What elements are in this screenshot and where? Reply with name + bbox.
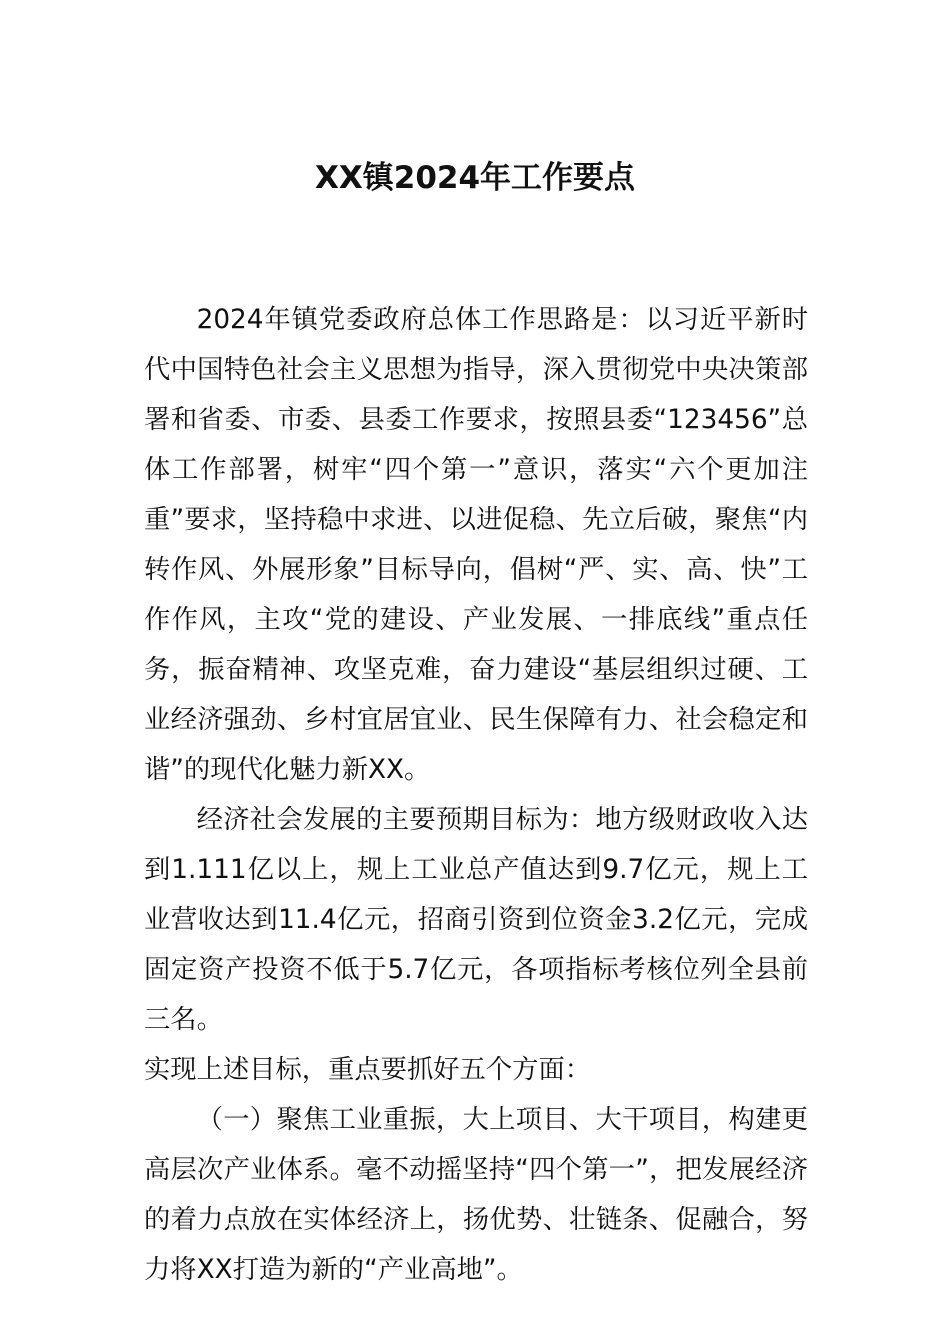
paragraph-expected-targets: 经济社会发展的主要预期目标为：地方级财政收入达到1.111亿以上，规上工业总产值达到9.7亿元，规上工业营收达到11.4亿元，招商引资到位资金3.2亿元，完成固定资产投资不低于5.7亿元，各项指标考核位列全县前三名。 bbox=[144, 805, 808, 1035]
document-body bbox=[144, 295, 808, 1295]
document-title: XX镇2024年工作要点 bbox=[314, 160, 636, 196]
paragraph-five-aspects-intro: 实现上述目标，重点要抓好五个方面： bbox=[144, 1055, 592, 1085]
paragraph-section-one: （一）聚焦工业重振，大上项目、大干项目，构建更高层次产业体系。毫不动摇坚持“四个第一”，把发展经济的着力点放在实体经济上，扬优势、壮链条、促融合，努力将XX打造为新的“产业高地”。 bbox=[144, 1105, 808, 1285]
paragraph-overall-approach: 2024年镇党委政府总体工作思路是：以习近平新时代中国特色社会主义思想为指导，深入贯彻党中央决策部署和省委、市委、县委工作要求，按照县委“123456”总体工作部署，树牢“四个第一”意识，落实“六个更加注重”要求，坚持稳中求进、以进促稳、先立后破，聚焦“内转作风、外展形象”目标导向，倡树“严、实、高、快”工作作风，主攻“党的建设、产业发展、一排底线”重点任务，振奋精神、攻坚克难，奋力建设“基层组织过硬、工业经济强劲、乡村宜居宜业、民生保障有力、社会稳定和谐”的现代化魅力新XX。 bbox=[144, 305, 808, 785]
